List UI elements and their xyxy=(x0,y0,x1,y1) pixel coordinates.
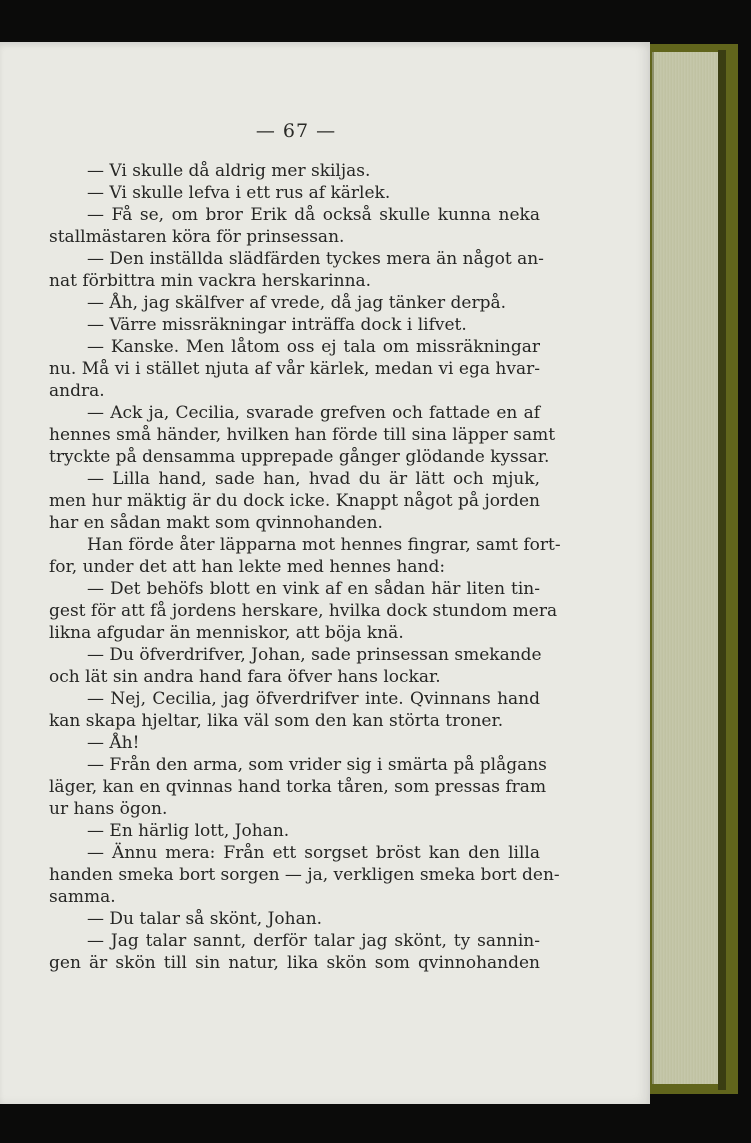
text-line: — Från den arma, som vrider sig i smärta på plågans xyxy=(87,755,547,775)
text-line: samma. xyxy=(49,887,116,907)
text-line: har en sådan makt som qvinnohanden. xyxy=(49,513,383,533)
text-line: — Du talar så skönt, Johan. xyxy=(87,909,323,929)
text-line: Han förde åter läpparna mot hennes fingrar, samt fort- xyxy=(87,535,561,555)
text-line: och lät sin andra hand fara öfver hans lockar. xyxy=(49,667,441,687)
text-line: — En härlig lott, Johan. xyxy=(87,821,290,841)
text-line: nu. Må vi i stället njuta af vår kärlek, medan vi ega hvar- xyxy=(49,359,540,379)
text-line: — Ännu mera: Från ett sorgset bröst kan den lilla xyxy=(87,843,540,863)
text-line: stallmästaren köra för prinsessan. xyxy=(49,227,345,247)
text-line: nat förbittra min vackra herskarinna. xyxy=(49,271,372,291)
text-line: — Du öfverdrifver, Johan, sade prinsessan smekande xyxy=(87,645,542,665)
text-line: — Vi skulle då aldrig mer skiljas. xyxy=(87,161,371,181)
text-line: — Nej, Cecilia, jag öfverdrifver inte. Qvinnans hand xyxy=(87,689,540,709)
text-line: — Få se, om bror Erik då också skulle kunna neka xyxy=(87,205,540,225)
page-number: — 67 — xyxy=(255,120,337,142)
text-line: kan skapa hjeltar, lika väl som den kan störta troner. xyxy=(49,711,504,731)
text-line: läger, kan en qvinnas hand torka tåren, som pressas fram xyxy=(49,777,547,797)
text-line: — Lilla hand, sade han, hvad du är lätt och mjuk, xyxy=(87,469,540,489)
text-line: andra. xyxy=(49,381,105,401)
text-line: — Kanske. Men låtom oss ej tala om missräkningar xyxy=(87,337,540,357)
text-line: gen är skön till sin natur, lika skön som qvinnohanden xyxy=(49,953,540,973)
text-line: — Den inställda slädfärden tyckes mera än något an- xyxy=(87,249,544,269)
page-text xyxy=(49,160,561,974)
text-line: — Vi skulle lefva i ett rus af kärlek. xyxy=(87,183,391,203)
text-line: for, under det att han lekte med hennes hand: xyxy=(49,557,446,577)
text-line: gest för att få jordens herskare, hvilka dock stundom mera xyxy=(49,601,558,621)
text-line: ur hans ögon. xyxy=(49,799,168,819)
text-line: — Jag talar sannt, derför talar jag skönt, ty sannin- xyxy=(87,931,540,951)
book-page-edges xyxy=(652,52,722,1084)
text-line: — Värre missräkningar inträffa dock i lifvet. xyxy=(87,315,467,335)
text-line: tryckte på densamma upprepade gånger glödande kyssar. xyxy=(49,447,550,467)
book-cover-edge xyxy=(718,50,726,1090)
text-line: — Det behöfs blott en vink af en sådan här liten tin- xyxy=(87,579,540,599)
text-line: men hur mäktig är du dock icke. Knappt något på jorden xyxy=(49,491,540,511)
text-line: — Åh! xyxy=(87,733,140,753)
text-line: handen smeka bort sorgen — ja, verkligen smeka bort den- xyxy=(49,865,560,885)
text-line: likna afgudar än menniskor, att böja knä. xyxy=(49,623,404,643)
text-line: — Åh, jag skälfver af vrede, då jag tänker derpå. xyxy=(87,293,506,313)
text-line: hennes små händer, hvilken han förde till sina läpper samt xyxy=(49,425,556,445)
text-line: — Ack ja, Cecilia, svarade grefven och fattade en af xyxy=(87,403,540,423)
